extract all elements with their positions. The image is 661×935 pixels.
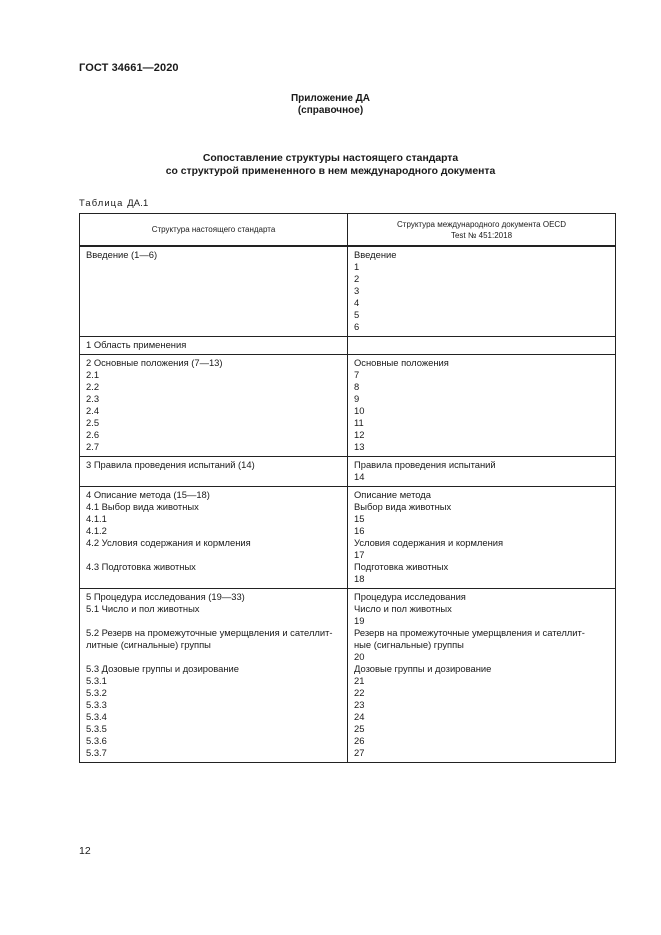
empty-cell [354,339,609,351]
cell-line: 5 [354,309,360,320]
cell-line: 4.1.1 [86,513,107,524]
blank-line [86,615,341,627]
cell-line: 4.3 Подготовка животных [86,561,196,572]
cell-line: 11 [354,417,364,428]
cell-line: Число и пол животных [354,603,452,614]
appendix-heading [0,93,661,117]
cell-oecd-structure [348,246,616,337]
document-title [0,153,661,178]
cell-line: 5.1 Число и пол животных [86,603,200,614]
cell-standard-structure [80,355,348,457]
table-row [80,337,616,355]
cell-line: 5.3.6 [86,735,107,746]
table-caption [79,197,148,208]
cell-line: 2.4 [86,405,100,416]
cell-line: 18 [354,573,365,584]
cell-line: 5.3.7 [86,747,107,758]
comparison-table [79,213,616,763]
cell-line: 15 [354,513,365,524]
cell-line: 2 [354,273,360,284]
cell-line: 23 [354,699,365,710]
cell-line: 26 [354,735,365,746]
cell-line: 4.1 Выбор вида животных [86,501,199,512]
header-right-line1: Структура международного документа OECD [397,219,566,229]
cell-line: 4.1.2 [86,525,107,536]
cell-line: Введение [354,249,397,260]
cell-line: 5.3.1 [86,675,107,686]
cell-line: 21 [354,675,365,686]
appendix-title: Приложение ДА [290,93,371,104]
cell-line: 2.2 [86,381,100,392]
table-caption-number: ДА.1 [127,197,149,208]
cell-line: 9 [354,393,360,404]
cell-oecd-structure [348,487,616,589]
document-title-line2: со структурой примененного в нем международного документа [165,165,496,177]
cell-line: Дозовые группы и дозирование [354,663,492,674]
appendix-subtitle: (справочное) [297,105,364,116]
standard-code: ГОСТ 34661—2020 [79,62,179,74]
cell-standard-structure [80,589,348,763]
cell-line: 2.5 [86,417,100,428]
cell-line: 12 [354,429,365,440]
cell-oecd-structure [348,337,616,355]
table-caption-prefix: Таблица [79,197,124,208]
cell-line: Введение (1—6) [86,249,158,260]
cell-line: 27 [354,747,365,758]
table-row [80,246,616,337]
cell-line: литные (сигнальные) группы [86,639,211,650]
cell-line: Основные положения [354,357,449,368]
cell-line: 20 [354,651,365,662]
cell-oecd-structure [348,457,616,487]
cell-line: Условия содержания и кормления [354,537,504,548]
cell-line: 19 [354,615,365,626]
cell-line: 5.3 Дозовые группы и дозирование [86,663,239,674]
cell-line: 2.3 [86,393,100,404]
cell-line: 5.3.3 [86,699,107,710]
cell-line: 1 Область применения [86,339,187,350]
cell-line: 4.2 Условия содержания и кормления [86,537,251,548]
cell-line: 10 [354,405,365,416]
cell-line: Процедура исследования [354,591,466,602]
document-title-line1: Сопоставление структуры настоящего стандарта [202,153,459,164]
cell-line: 13 [354,441,365,452]
cell-standard-structure [80,246,348,337]
cell-oecd-structure [348,355,616,457]
cell-line: 4 [354,297,360,308]
table-row [80,589,616,763]
cell-line: 2.1 [86,369,100,380]
cell-line: 8 [354,381,360,392]
cell-line: Подготовка животных [354,561,449,572]
cell-standard-structure [80,457,348,487]
page-number: 12 [79,845,91,857]
cell-line: 5.2 Резерв на промежуточные умерщвления и сателлит- [86,627,333,638]
cell-line: 2.7 [86,441,100,452]
cell-standard-structure [80,337,348,355]
cell-line: 2 Основные положения (7—13) [86,357,223,368]
cell-line: 6 [354,321,360,332]
cell-line: 5.3.4 [86,711,107,722]
cell-line: Описание метода [354,489,431,500]
cell-line: 1 [354,261,360,272]
cell-line: 7 [354,369,360,380]
cell-line: Правила проведения испытаний [354,459,496,470]
header-right-line2: Test № 451:2018 [450,230,513,240]
cell-line: 2.6 [86,429,100,440]
cell-line: 14 [354,471,365,482]
blank-line [86,549,341,561]
header-left: Структура настоящего стандарта [80,214,348,247]
cell-line: 5.3.2 [86,687,107,698]
cell-line: 24 [354,711,365,722]
cell-line: 16 [354,525,365,536]
cell-line: 3 Правила проведения испытаний (14) [86,459,255,470]
cell-line: 25 [354,723,365,734]
cell-line: 5.3.5 [86,723,107,734]
cell-standard-structure [80,487,348,589]
cell-line: 3 [354,285,360,296]
cell-line: 17 [354,549,365,560]
table-body [80,246,616,763]
cell-line: Резерв на промежуточные умерщвления и сателлит- [354,627,585,638]
cell-line: Выбор вида животных [354,501,452,512]
table-header-row [80,214,616,247]
table-row [80,355,616,457]
cell-line: 4 Описание метода (15—18) [86,489,210,500]
header-right [348,214,616,247]
cell-line: 22 [354,687,365,698]
table-row [80,457,616,487]
blank-line [86,651,341,663]
table-row [80,487,616,589]
cell-line: 5 Процедура исследования (19—33) [86,591,245,602]
cell-oecd-structure [348,589,616,763]
cell-line: ные (сигнальные) группы [354,639,464,650]
